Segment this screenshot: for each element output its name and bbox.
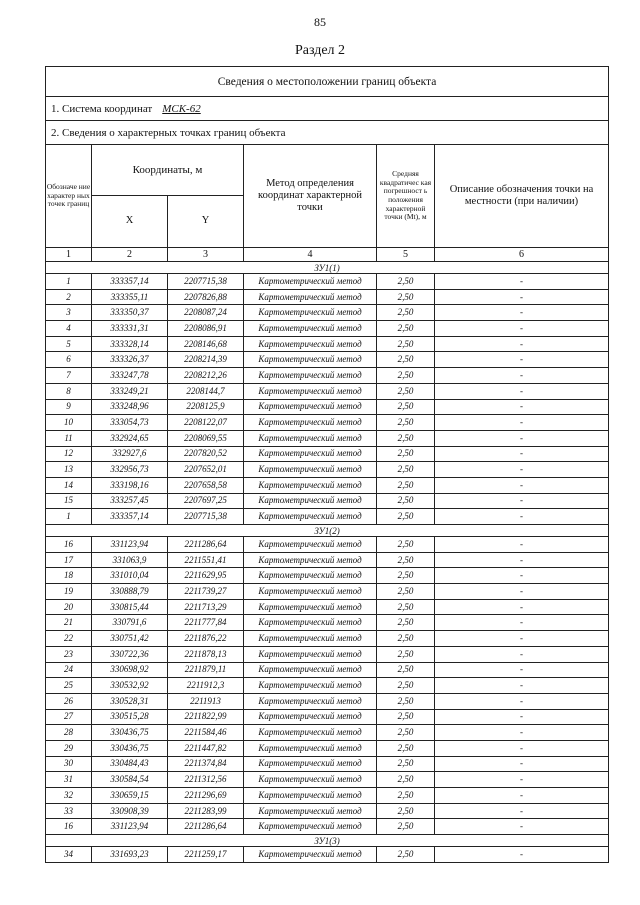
method-cell: Картометрический метод <box>244 462 377 478</box>
method-cell: Картометрический метод <box>244 399 377 415</box>
y-coord-cell: 2211777,84 <box>168 615 244 631</box>
col-number: 1 <box>46 248 92 262</box>
description-cell: - <box>435 509 609 525</box>
accuracy-cell: 2,50 <box>377 803 435 819</box>
method-cell: Картометрический метод <box>244 615 377 631</box>
x-coord-cell: 331693,23 <box>92 847 168 863</box>
point-id-cell: 29 <box>46 740 92 756</box>
table-row <box>46 336 609 352</box>
description-cell: - <box>435 305 609 321</box>
point-id-cell: 16 <box>46 819 92 835</box>
table-row <box>46 415 609 431</box>
method-cell: Картометрический метод <box>244 662 377 678</box>
accuracy-cell: 2,50 <box>377 368 435 384</box>
table-row <box>46 446 609 462</box>
x-coord-cell: 330888,79 <box>92 584 168 600</box>
description-cell: - <box>435 756 609 772</box>
x-coord-cell: 330908,39 <box>92 803 168 819</box>
accuracy-cell: 2,50 <box>377 599 435 615</box>
table-row <box>46 772 609 788</box>
group-header-row <box>46 835 609 847</box>
table-row <box>46 646 609 662</box>
point-id-cell: 1 <box>46 509 92 525</box>
x-coord-cell: 331063,9 <box>92 552 168 568</box>
method-cell: Картометрический метод <box>244 646 377 662</box>
point-id-cell: 14 <box>46 477 92 493</box>
point-id-cell: 8 <box>46 383 92 399</box>
group-header-row <box>46 525 609 537</box>
y-coord-cell: 2208069,55 <box>168 430 244 446</box>
accuracy-cell: 2,50 <box>377 336 435 352</box>
points-body <box>46 262 609 863</box>
x-coord-cell: 330436,75 <box>92 740 168 756</box>
x-coord-cell: 333328,14 <box>92 336 168 352</box>
method-cell: Картометрический метод <box>244 446 377 462</box>
description-cell: - <box>435 336 609 352</box>
table-row <box>46 568 609 584</box>
method-cell: Картометрический метод <box>244 537 377 553</box>
y-coord-cell: 2211259,17 <box>168 847 244 863</box>
description-cell: - <box>435 599 609 615</box>
header-point-label: Обозначе ние характер ных точек границ <box>46 145 92 248</box>
method-cell: Картометрический метод <box>244 772 377 788</box>
description-cell: - <box>435 819 609 835</box>
point-id-cell: 24 <box>46 662 92 678</box>
x-coord-cell: 333357,14 <box>92 274 168 290</box>
table-row <box>46 477 609 493</box>
accuracy-cell: 2,50 <box>377 756 435 772</box>
header-coords: Координаты, м <box>92 145 244 196</box>
y-coord-cell: 2208125,9 <box>168 399 244 415</box>
y-coord-cell: 2207715,38 <box>168 274 244 290</box>
accuracy-cell: 2,50 <box>377 352 435 368</box>
point-id-cell: 11 <box>46 430 92 446</box>
table-title: Сведения о местоположении границ объекта <box>46 67 609 97</box>
accuracy-cell: 2,50 <box>377 847 435 863</box>
x-coord-cell: 330815,44 <box>92 599 168 615</box>
x-coord-cell: 330698,92 <box>92 662 168 678</box>
y-coord-cell: 2208214,39 <box>168 352 244 368</box>
accuracy-cell: 2,50 <box>377 430 435 446</box>
accuracy-cell: 2,50 <box>377 415 435 431</box>
description-cell: - <box>435 274 609 290</box>
point-id-cell: 6 <box>46 352 92 368</box>
accuracy-cell: 2,50 <box>377 646 435 662</box>
description-cell: - <box>435 552 609 568</box>
table-row <box>46 509 609 525</box>
method-cell: Картометрический метод <box>244 352 377 368</box>
x-coord-cell: 330532,92 <box>92 678 168 694</box>
accuracy-cell: 2,50 <box>377 725 435 741</box>
col-number: 6 <box>435 248 609 262</box>
accuracy-cell: 2,50 <box>377 678 435 694</box>
y-coord-cell: 2211822,99 <box>168 709 244 725</box>
header-x: X <box>92 196 168 248</box>
accuracy-cell: 2,50 <box>377 615 435 631</box>
y-coord-cell: 2211283,99 <box>168 803 244 819</box>
y-coord-cell: 2211912,3 <box>168 678 244 694</box>
group-name: ЗУ1(1) <box>46 262 609 274</box>
x-coord-cell: 333249,21 <box>92 383 168 399</box>
header-method: Метод определения координат характерной точки <box>244 145 377 248</box>
point-id-cell: 13 <box>46 462 92 478</box>
table-row <box>46 462 609 478</box>
group-name: ЗУ1(3) <box>46 835 609 847</box>
points-section-label: 2. Сведения о характерных точках границ объекта <box>46 121 609 145</box>
method-cell: Картометрический метод <box>244 321 377 337</box>
method-cell: Картометрический метод <box>244 368 377 384</box>
accuracy-cell: 2,50 <box>377 274 435 290</box>
method-cell: Картометрический метод <box>244 415 377 431</box>
description-cell: - <box>435 772 609 788</box>
x-coord-cell: 331123,94 <box>92 537 168 553</box>
x-coord-cell: 333247,78 <box>92 368 168 384</box>
table-row <box>46 321 609 337</box>
method-cell: Картометрический метод <box>244 552 377 568</box>
x-coord-cell: 330791,6 <box>92 615 168 631</box>
method-cell: Картометрический метод <box>244 493 377 509</box>
method-cell: Картометрический метод <box>244 305 377 321</box>
page-number: 85 <box>314 15 326 29</box>
description-cell: - <box>435 847 609 863</box>
description-cell: - <box>435 477 609 493</box>
point-id-cell: 7 <box>46 368 92 384</box>
header-description: Описание обозначения точки на местности (при наличии) <box>435 145 609 248</box>
point-id-cell: 18 <box>46 568 92 584</box>
point-id-cell: 1 <box>46 274 92 290</box>
accuracy-cell: 2,50 <box>377 462 435 478</box>
point-id-cell: 9 <box>46 399 92 415</box>
accuracy-cell: 2,50 <box>377 399 435 415</box>
point-id-cell: 15 <box>46 493 92 509</box>
table-row <box>46 537 609 553</box>
accuracy-cell: 2,50 <box>377 537 435 553</box>
accuracy-cell: 2,50 <box>377 584 435 600</box>
point-id-cell: 19 <box>46 584 92 600</box>
x-coord-cell: 330584,54 <box>92 772 168 788</box>
description-cell: - <box>435 462 609 478</box>
description-cell: - <box>435 537 609 553</box>
description-cell: - <box>435 352 609 368</box>
col-number: 3 <box>168 248 244 262</box>
accuracy-cell: 2,50 <box>377 477 435 493</box>
method-cell: Картометрический метод <box>244 693 377 709</box>
accuracy-cell: 2,50 <box>377 321 435 337</box>
x-coord-cell: 333198,16 <box>92 477 168 493</box>
description-cell: - <box>435 662 609 678</box>
description-cell: - <box>435 383 609 399</box>
method-cell: Картометрический метод <box>244 289 377 305</box>
method-cell: Картометрический метод <box>244 631 377 647</box>
description-cell: - <box>435 709 609 725</box>
method-cell: Картометрический метод <box>244 678 377 694</box>
description-cell: - <box>435 803 609 819</box>
point-id-cell: 16 <box>46 537 92 553</box>
description-cell: - <box>435 693 609 709</box>
y-coord-cell: 2211584,46 <box>168 725 244 741</box>
x-coord-cell: 333350,37 <box>92 305 168 321</box>
accuracy-cell: 2,50 <box>377 568 435 584</box>
y-coord-cell: 2211286,64 <box>168 819 244 835</box>
accuracy-cell: 2,50 <box>377 709 435 725</box>
point-id-cell: 22 <box>46 631 92 647</box>
table-row <box>46 599 609 615</box>
coord-system-row <box>46 97 609 121</box>
x-coord-cell: 331010,04 <box>92 568 168 584</box>
y-coord-cell: 2211629,95 <box>168 568 244 584</box>
table-row <box>46 819 609 835</box>
description-cell: - <box>435 631 609 647</box>
point-id-cell: 3 <box>46 305 92 321</box>
table-row <box>46 399 609 415</box>
table-row <box>46 493 609 509</box>
y-coord-cell: 2208086,91 <box>168 321 244 337</box>
table-row <box>46 662 609 678</box>
x-coord-cell: 333357,14 <box>92 509 168 525</box>
method-cell: Картометрический метод <box>244 819 377 835</box>
y-coord-cell: 2211447,82 <box>168 740 244 756</box>
table-row <box>46 725 609 741</box>
point-id-cell: 12 <box>46 446 92 462</box>
y-coord-cell: 2211551,41 <box>168 552 244 568</box>
accuracy-cell: 2,50 <box>377 819 435 835</box>
description-cell: - <box>435 788 609 804</box>
method-cell: Картометрический метод <box>244 709 377 725</box>
group-header-row <box>46 262 609 274</box>
header-accuracy: Средняя квадратичес кая погрешност ь положения характерной точки (Mt), м <box>377 145 435 248</box>
x-coord-cell: 333248,96 <box>92 399 168 415</box>
x-coord-cell: 330751,42 <box>92 631 168 647</box>
description-cell: - <box>435 615 609 631</box>
point-id-cell: 20 <box>46 599 92 615</box>
coord-system-value: МСК-62 <box>162 102 201 115</box>
method-cell: Картометрический метод <box>244 568 377 584</box>
accuracy-cell: 2,50 <box>377 493 435 509</box>
y-coord-cell: 2211739,27 <box>168 584 244 600</box>
accuracy-cell: 2,50 <box>377 446 435 462</box>
table-row <box>46 847 609 863</box>
description-cell: - <box>435 678 609 694</box>
x-coord-cell: 333257,45 <box>92 493 168 509</box>
table-row <box>46 631 609 647</box>
method-cell: Картометрический метод <box>244 430 377 446</box>
table-row <box>46 430 609 446</box>
y-coord-cell: 2208146,68 <box>168 336 244 352</box>
y-coord-cell: 2211286,64 <box>168 537 244 553</box>
x-coord-cell: 333331,31 <box>92 321 168 337</box>
table-row <box>46 788 609 804</box>
description-cell: - <box>435 646 609 662</box>
table-row <box>46 709 609 725</box>
coord-system-label: 1. Система координат <box>51 102 153 115</box>
accuracy-cell: 2,50 <box>377 305 435 321</box>
accuracy-cell: 2,50 <box>377 289 435 305</box>
method-cell: Картометрический метод <box>244 756 377 772</box>
y-coord-cell: 2211713,29 <box>168 599 244 615</box>
accuracy-cell: 2,50 <box>377 631 435 647</box>
y-coord-cell: 2207826,88 <box>168 289 244 305</box>
y-coord-cell: 2211913 <box>168 693 244 709</box>
boundary-table-frame <box>45 66 608 863</box>
method-cell: Картометрический метод <box>244 584 377 600</box>
point-id-cell: 23 <box>46 646 92 662</box>
header-y: Y <box>168 196 244 248</box>
point-id-cell: 26 <box>46 693 92 709</box>
table-row <box>46 289 609 305</box>
table-row <box>46 383 609 399</box>
method-cell: Картометрический метод <box>244 803 377 819</box>
description-cell: - <box>435 399 609 415</box>
section-title: Раздел 2 <box>294 43 346 58</box>
table-row <box>46 305 609 321</box>
point-id-cell: 34 <box>46 847 92 863</box>
description-cell: - <box>435 584 609 600</box>
description-cell: - <box>435 493 609 509</box>
table-row <box>46 693 609 709</box>
boundary-table <box>45 66 609 863</box>
x-coord-cell: 330659,15 <box>92 788 168 804</box>
y-coord-cell: 2207658,58 <box>168 477 244 493</box>
x-coord-cell: 332956,73 <box>92 462 168 478</box>
x-coord-cell: 330484,43 <box>92 756 168 772</box>
table-row <box>46 584 609 600</box>
table-row <box>46 274 609 290</box>
point-id-cell: 28 <box>46 725 92 741</box>
description-cell: - <box>435 289 609 305</box>
description-cell: - <box>435 321 609 337</box>
y-coord-cell: 2207697,25 <box>168 493 244 509</box>
accuracy-cell: 2,50 <box>377 693 435 709</box>
col-number: 2 <box>92 248 168 262</box>
x-coord-cell: 331123,94 <box>92 819 168 835</box>
y-coord-cell: 2207820,52 <box>168 446 244 462</box>
description-cell: - <box>435 415 609 431</box>
description-cell: - <box>435 740 609 756</box>
x-coord-cell: 333054,73 <box>92 415 168 431</box>
accuracy-cell: 2,50 <box>377 740 435 756</box>
method-cell: Картометрический метод <box>244 477 377 493</box>
table-row <box>46 756 609 772</box>
description-cell: - <box>435 430 609 446</box>
point-id-cell: 5 <box>46 336 92 352</box>
x-coord-cell: 333326,37 <box>92 352 168 368</box>
x-coord-cell: 330515,28 <box>92 709 168 725</box>
point-id-cell: 10 <box>46 415 92 431</box>
accuracy-cell: 2,50 <box>377 552 435 568</box>
table-row <box>46 678 609 694</box>
method-cell: Картометрический метод <box>244 599 377 615</box>
method-cell: Картометрический метод <box>244 788 377 804</box>
method-cell: Картометрический метод <box>244 847 377 863</box>
y-coord-cell: 2211374,84 <box>168 756 244 772</box>
method-cell: Картометрический метод <box>244 740 377 756</box>
y-coord-cell: 2207652,01 <box>168 462 244 478</box>
point-id-cell: 2 <box>46 289 92 305</box>
y-coord-cell: 2211312,56 <box>168 772 244 788</box>
x-coord-cell: 330528,31 <box>92 693 168 709</box>
y-coord-cell: 2208122,07 <box>168 415 244 431</box>
y-coord-cell: 2211879,11 <box>168 662 244 678</box>
accuracy-cell: 2,50 <box>377 788 435 804</box>
x-coord-cell: 330722,36 <box>92 646 168 662</box>
accuracy-cell: 2,50 <box>377 383 435 399</box>
y-coord-cell: 2208212,26 <box>168 368 244 384</box>
accuracy-cell: 2,50 <box>377 772 435 788</box>
description-cell: - <box>435 446 609 462</box>
method-cell: Картометрический метод <box>244 509 377 525</box>
point-id-cell: 31 <box>46 772 92 788</box>
accuracy-cell: 2,50 <box>377 509 435 525</box>
x-coord-cell: 333355,11 <box>92 289 168 305</box>
point-id-cell: 33 <box>46 803 92 819</box>
method-cell: Картометрический метод <box>244 725 377 741</box>
description-cell: - <box>435 725 609 741</box>
point-id-cell: 27 <box>46 709 92 725</box>
table-row <box>46 368 609 384</box>
method-cell: Картометрический метод <box>244 274 377 290</box>
point-id-cell: 17 <box>46 552 92 568</box>
col-number: 5 <box>377 248 435 262</box>
table-row <box>46 615 609 631</box>
accuracy-cell: 2,50 <box>377 662 435 678</box>
method-cell: Картометрический метод <box>244 336 377 352</box>
y-coord-cell: 2211296,69 <box>168 788 244 804</box>
table-row <box>46 352 609 368</box>
table-row <box>46 740 609 756</box>
description-cell: - <box>435 568 609 584</box>
point-id-cell: 21 <box>46 615 92 631</box>
point-id-cell: 4 <box>46 321 92 337</box>
y-coord-cell: 2208144,7 <box>168 383 244 399</box>
y-coord-cell: 2208087,24 <box>168 305 244 321</box>
col-number: 4 <box>244 248 377 262</box>
table-row <box>46 803 609 819</box>
x-coord-cell: 332927,6 <box>92 446 168 462</box>
y-coord-cell: 2207715,38 <box>168 509 244 525</box>
method-cell: Картометрический метод <box>244 383 377 399</box>
x-coord-cell: 330436,75 <box>92 725 168 741</box>
table-row <box>46 552 609 568</box>
point-id-cell: 30 <box>46 756 92 772</box>
point-id-cell: 25 <box>46 678 92 694</box>
point-id-cell: 32 <box>46 788 92 804</box>
y-coord-cell: 2211878,13 <box>168 646 244 662</box>
group-name: ЗУ1(2) <box>46 525 609 537</box>
description-cell: - <box>435 368 609 384</box>
y-coord-cell: 2211876,22 <box>168 631 244 647</box>
x-coord-cell: 332924,65 <box>92 430 168 446</box>
